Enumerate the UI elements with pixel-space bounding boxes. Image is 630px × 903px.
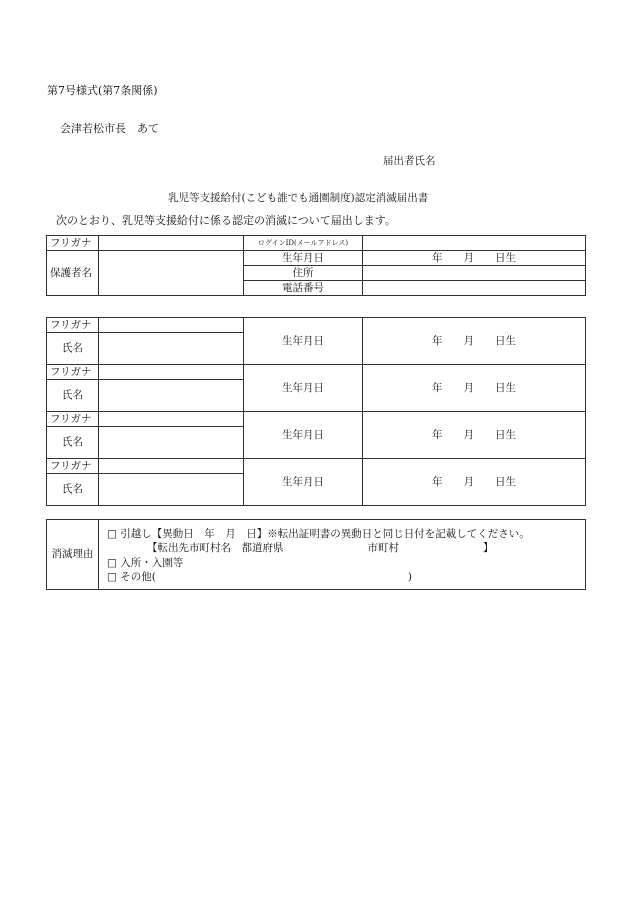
- child-name-field[interactable]: [99, 427, 244, 459]
- guardian-dob-field[interactable]: 年 月 日生: [363, 251, 586, 266]
- child-name-field[interactable]: [99, 474, 244, 506]
- child-dob-label: 生年月日: [244, 318, 363, 365]
- child-dob-field[interactable]: 年 月 日生: [363, 459, 586, 506]
- applicant-name-label: 届出者氏名: [383, 155, 436, 167]
- form-title: 乳児等支援給付(こども誰でも通園制度)認定消滅届出書: [168, 192, 429, 204]
- guardian-dob-label: 生年月日: [244, 251, 363, 266]
- child-dob-field[interactable]: 年 月 日生: [363, 412, 586, 459]
- guardian-address-label: 住所: [244, 266, 363, 281]
- child-dob-field[interactable]: 年 月 日生: [363, 365, 586, 412]
- child-furigana-field[interactable]: [99, 412, 244, 427]
- child-name-label: 氏名: [47, 333, 99, 365]
- guardian-address-field[interactable]: [363, 266, 586, 281]
- reason-moving-destination: 【転出先市町村名 都道府県 市町村 】: [147, 541, 494, 554]
- child-furigana-field[interactable]: [99, 459, 244, 474]
- reason-moving-option[interactable]: □ 引越し【異動日 年 月 日】※転出証明書の異動日と同じ日付を記載してください。: [107, 527, 530, 540]
- child-furigana-field[interactable]: [99, 318, 244, 333]
- child-dob-label: 生年月日: [244, 412, 363, 459]
- login-id-label: ログインID(メールアドレス): [244, 236, 363, 251]
- child-name-label: 氏名: [47, 380, 99, 412]
- guardian-phone-field[interactable]: [363, 281, 586, 296]
- reason-admission-option[interactable]: □ 入所・入園等: [107, 556, 184, 569]
- reason-options: [99, 520, 586, 590]
- child-name-field[interactable]: [99, 380, 244, 412]
- reason-table: [46, 519, 586, 590]
- child-name-label: 氏名: [47, 427, 99, 459]
- child-furigana-field[interactable]: [99, 365, 244, 380]
- child-name-label: 氏名: [47, 474, 99, 506]
- login-id-field[interactable]: [363, 236, 586, 251]
- child-dob-field[interactable]: 年 月 日生: [363, 318, 586, 365]
- reason-label: 消滅理由: [47, 520, 99, 590]
- child-dob-label: 生年月日: [244, 459, 363, 506]
- guardian-phone-label: 電話番号: [244, 281, 363, 296]
- reason-other-option[interactable]: □ その他( ): [107, 570, 412, 583]
- child-furigana-label: フリガナ: [47, 412, 99, 427]
- children-table: [46, 317, 586, 506]
- child-furigana-label: フリガナ: [47, 365, 99, 380]
- guardian-table: [46, 235, 586, 296]
- guardian-furigana-label: フリガナ: [47, 236, 99, 251]
- guardian-name-label: 保護者名: [47, 251, 99, 296]
- guardian-name-field[interactable]: [99, 251, 244, 296]
- guardian-furigana-field[interactable]: [99, 236, 244, 251]
- addressee: 会津若松市長 あて: [60, 122, 159, 135]
- form-number: 第7号様式(第7条関係): [47, 84, 158, 97]
- child-furigana-label: フリガナ: [47, 318, 99, 333]
- child-name-field[interactable]: [99, 333, 244, 365]
- child-furigana-label: フリガナ: [47, 459, 99, 474]
- intro-text: 次のとおり、乳児等支援給付に係る認定の消滅について届出します。: [56, 214, 396, 227]
- child-dob-label: 生年月日: [244, 365, 363, 412]
